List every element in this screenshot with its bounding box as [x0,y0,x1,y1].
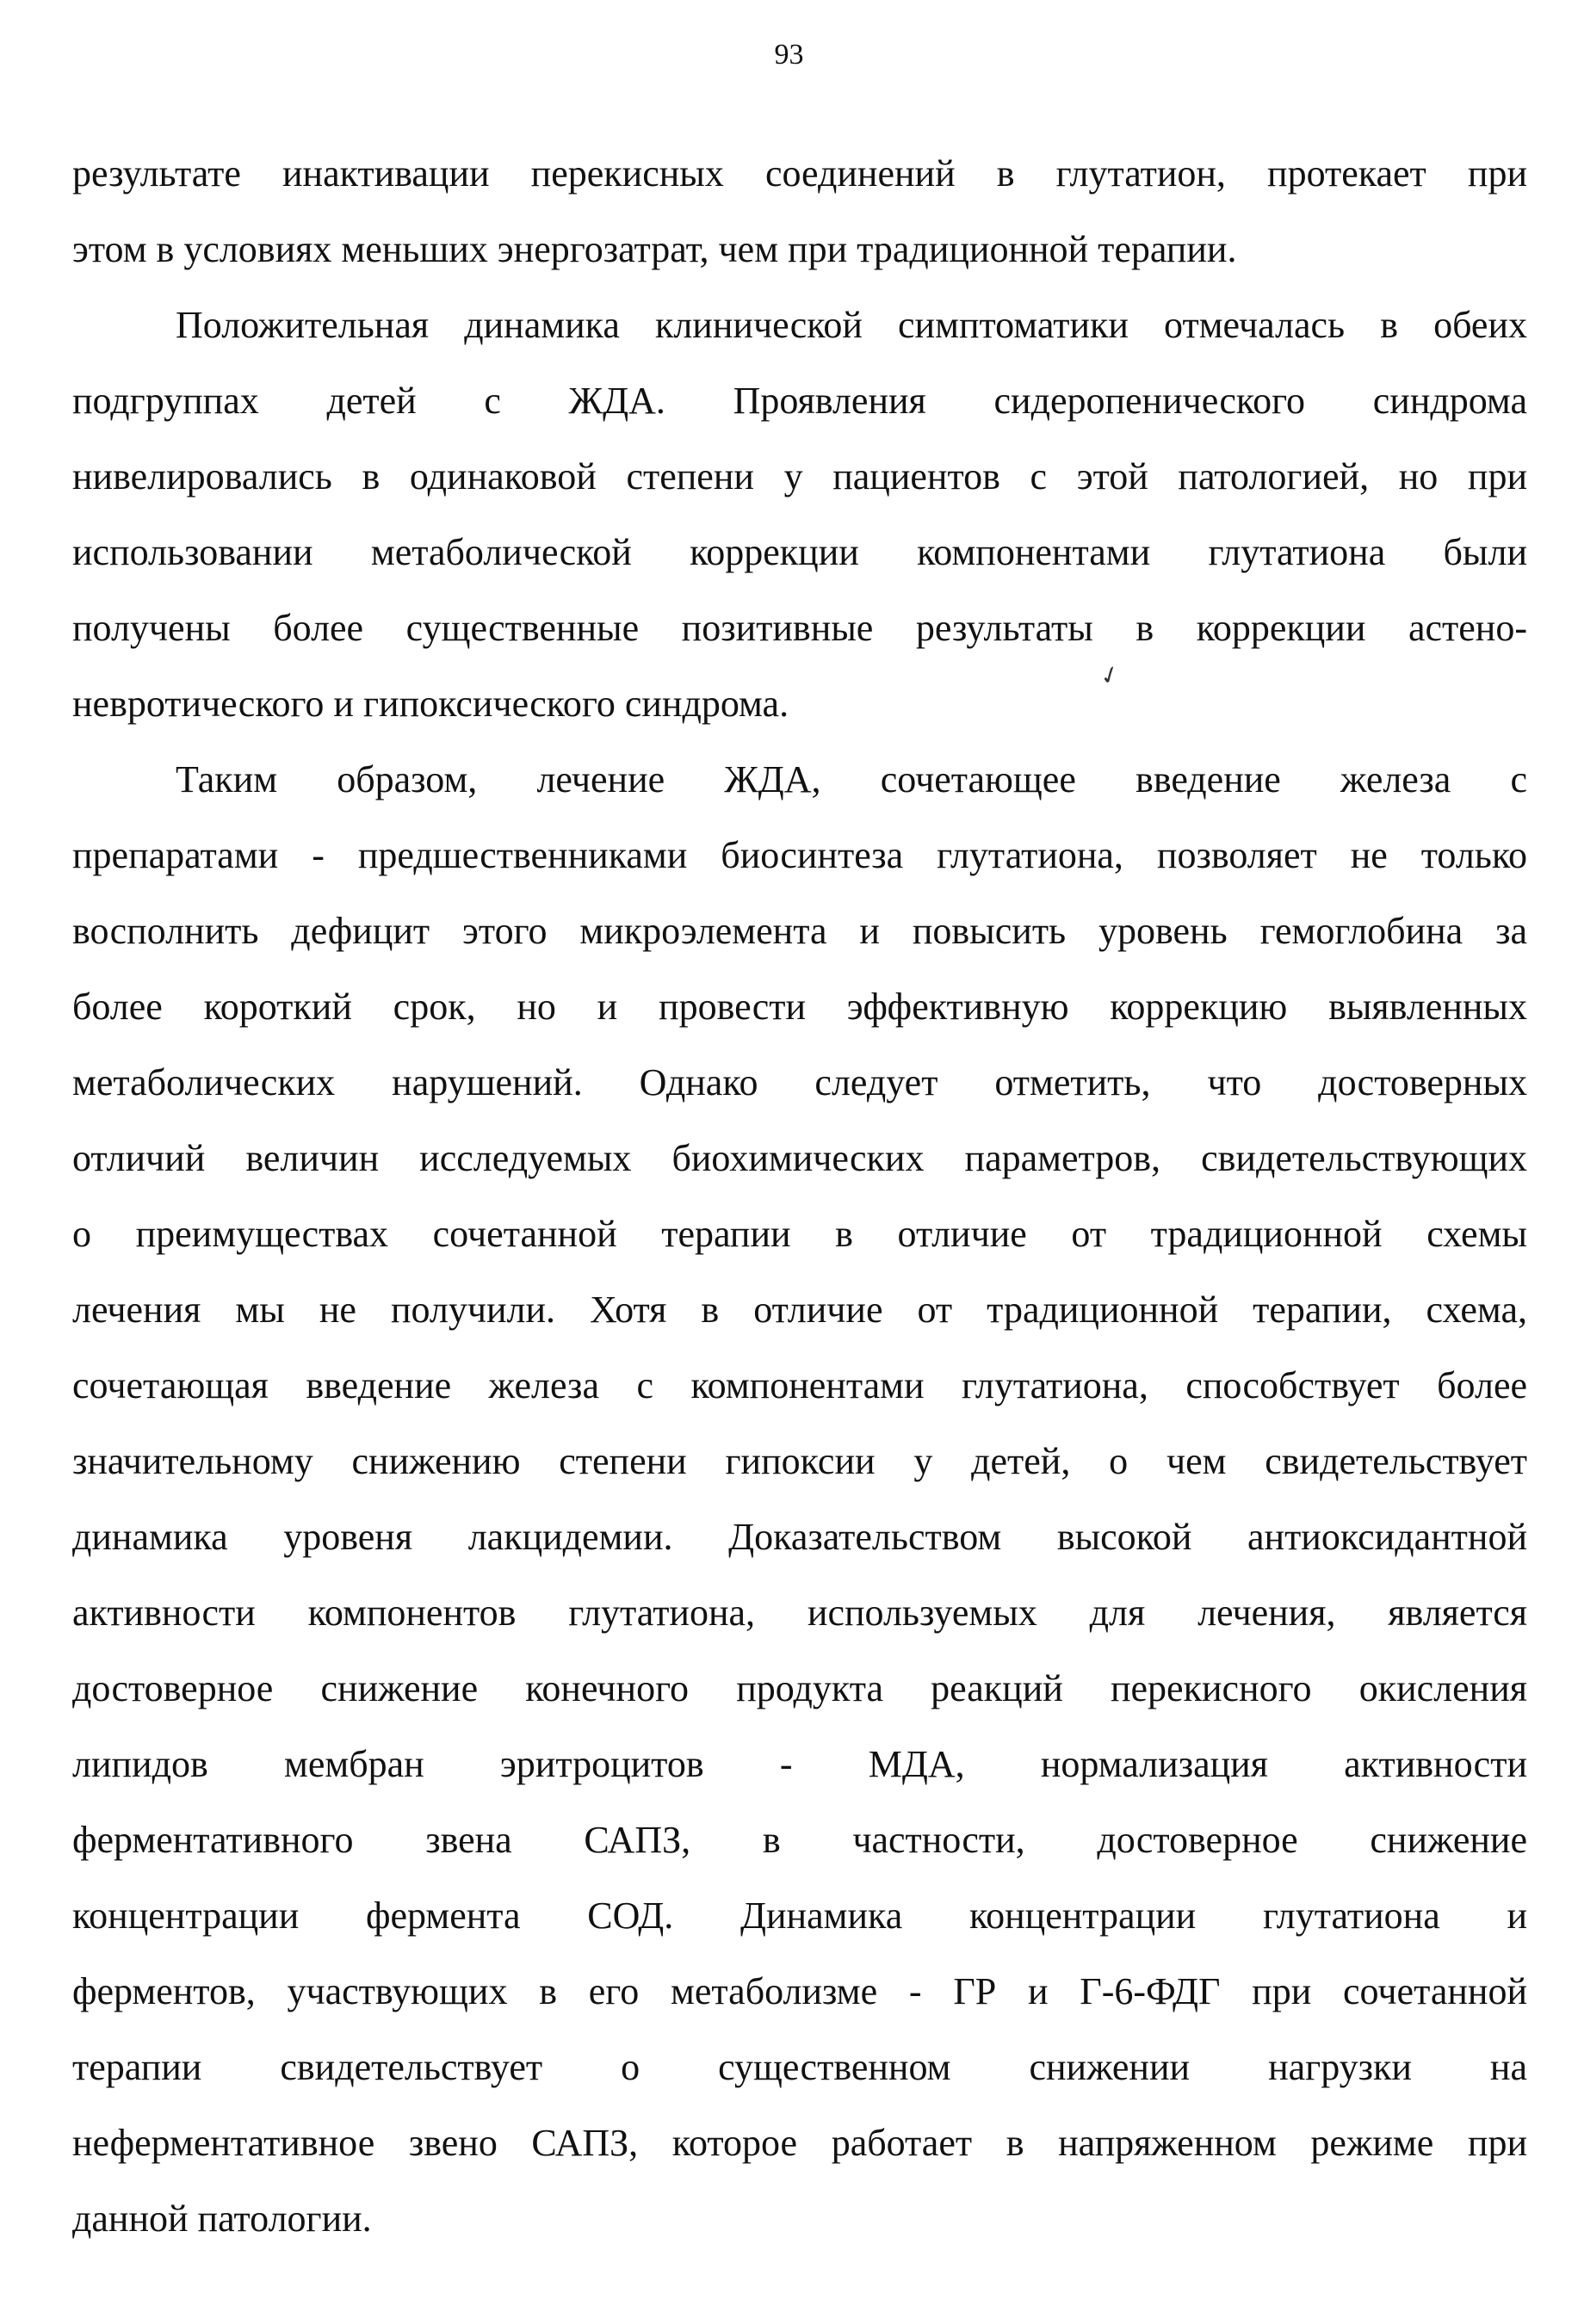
text-line: значительному снижению степени гипоксии у детей, о чем свидетельствует [72,1440,1527,1482]
text-line: активности компонентов глутатиона, используемых для лечения, является [72,1592,1527,1634]
document-body [72,136,1527,2257]
text-line: Положительная динамика клинической симптоматики отмечалась в обеих [176,304,1527,346]
text-line: лечения мы не получили. Хотя в отличие от традиционной терапии, схема, [72,1289,1527,1331]
text-line: сочетающая введение железа с компонентами глутатиона, способствует более [72,1364,1527,1406]
text-line: отличий величин исследуемых биохимических параметров, свидетельствующих [72,1137,1527,1179]
text-line: нивелировались в одинаковой степени у пациентов с этой патологией, но при [72,455,1527,498]
text-line: получены более существенные позитивные результаты в коррекции астено- [72,607,1527,649]
text-line: метаболических нарушений. Однако следует отметить, что достоверных [72,1061,1527,1103]
text-line: динамика уровеня лакцидемии. Доказательством высокой антиоксидантной [72,1516,1527,1558]
text-line: более короткий срок, но и провести эффективную коррекцию выявленных [72,986,1527,1028]
text-line: достоверное снижение конечного продукта реакций перекисного окисления [72,1667,1527,1709]
text-line: данной патологии. [72,2197,372,2240]
text-line: концентрации фермента СОД. Динамика концентрации глутатиона и [72,1894,1527,1937]
text-line: терапии свидетельствует о существенном снижении нагрузки на [72,2046,1527,2088]
text-line: невротического и гипоксического синдрома. [72,683,789,725]
text-line: ферментов, участвующих в его метаболизме - ГР и Г-6-ФДГ при сочетанной [72,1970,1527,2012]
text-line: Таким образом, лечение ЖДА, сочетающее введение железа с [176,758,1527,800]
text-line: восполнить дефицит этого микроэлемента и повысить уровень гемоглобина за [72,910,1527,952]
page-number: 93 [774,39,804,71]
text-line: этом в условиях меньших энергозатрат, чем при традиционной терапии. [72,228,1237,270]
text-line: липидов мембран эритроцитов - МДА, нормализация активности [72,1743,1527,1785]
paragraph-2 [72,287,1527,742]
text-line: результате инактивации перекисных соединений в глутатион, протекает при [72,152,1527,195]
text-line: ферментативного звена САПЗ, в частности, достоверное снижение [72,1819,1527,1861]
text-line: подгруппах детей с ЖДА. Проявления сидеропенического синдрома [72,380,1527,422]
pen-check-mark: ✓ [1096,659,1124,693]
text-line: о преимуществах сочетанной терапии в отличие от традиционной схемы [72,1213,1527,1255]
text-line: использовании метаболической коррекции компонентами глутатиона были [72,531,1527,573]
text-line: неферментативное звено САПЗ, которое работает в напряженном режиме при [72,2122,1527,2164]
paragraph-1 [72,136,1527,287]
paragraph-3 [72,742,1527,2257]
text-line: препаратами - предшественниками биосинтеза глутатиона, позволяет не только [72,834,1527,876]
